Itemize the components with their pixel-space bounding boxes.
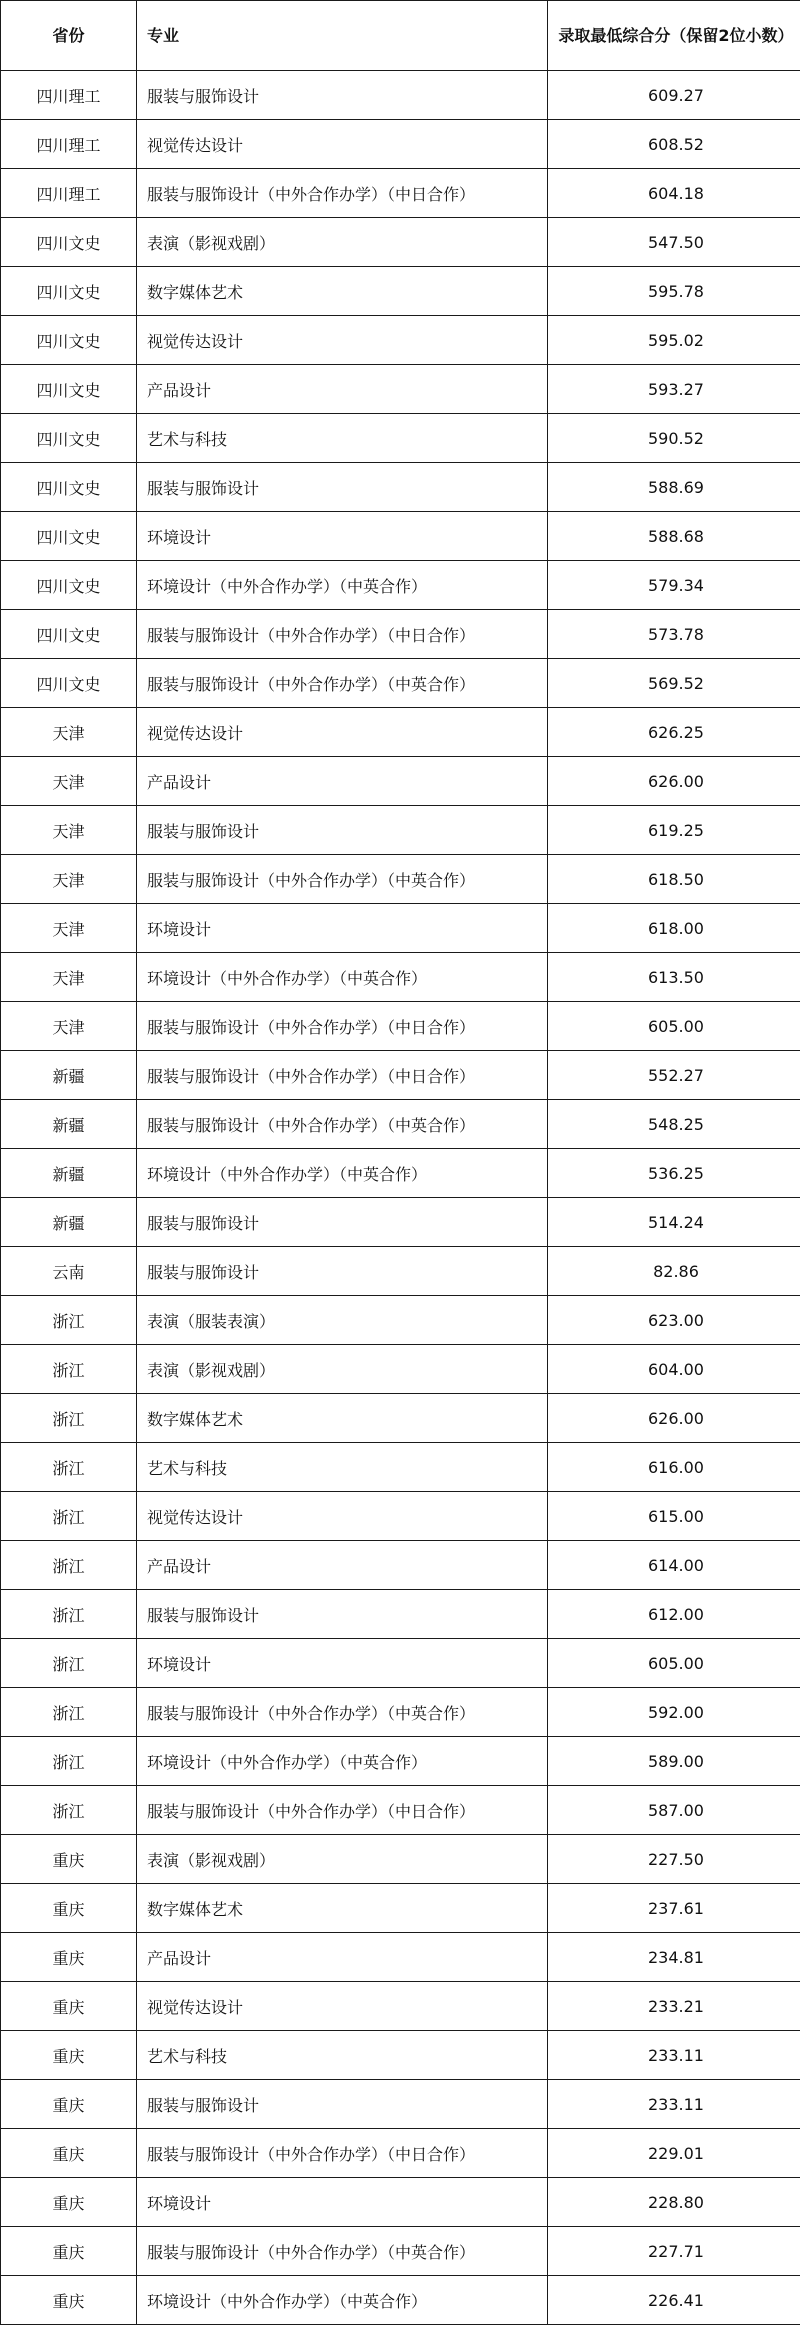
cell-province: 浙江 xyxy=(1,1737,137,1786)
cell-province: 重庆 xyxy=(1,1933,137,1982)
cell-min-score: 82.86 xyxy=(548,1247,800,1296)
table-row xyxy=(1,953,800,1002)
cell-major: 视觉传达设计 xyxy=(137,1982,548,2031)
cell-province: 重庆 xyxy=(1,1835,137,1884)
table-row xyxy=(1,120,800,169)
cell-min-score: 626.25 xyxy=(548,708,800,757)
cell-major: 产品设计 xyxy=(137,365,548,414)
table-row xyxy=(1,1590,800,1639)
cell-min-score: 229.01 xyxy=(548,2129,800,2178)
cell-min-score: 604.18 xyxy=(548,169,800,218)
cell-min-score: 514.24 xyxy=(548,1198,800,1247)
cell-min-score: 608.52 xyxy=(548,120,800,169)
cell-province: 浙江 xyxy=(1,1394,137,1443)
table-row xyxy=(1,414,800,463)
cell-major: 服装与服饰设计（中外合作办学）（中日合作） xyxy=(137,1786,548,1835)
table-row xyxy=(1,1639,800,1688)
cell-province: 浙江 xyxy=(1,1541,137,1590)
cell-province: 新疆 xyxy=(1,1149,137,1198)
cell-province: 天津 xyxy=(1,708,137,757)
table-row xyxy=(1,1933,800,1982)
cell-major: 服装与服饰设计（中外合作办学）（中英合作） xyxy=(137,2227,548,2276)
cell-min-score: 614.00 xyxy=(548,1541,800,1590)
cell-major: 数字媒体艺术 xyxy=(137,1394,548,1443)
cell-min-score: 605.00 xyxy=(548,1639,800,1688)
cell-province: 四川文史 xyxy=(1,316,137,365)
cell-min-score: 589.00 xyxy=(548,1737,800,1786)
cell-major: 数字媒体艺术 xyxy=(137,1884,548,1933)
cell-min-score: 595.02 xyxy=(548,316,800,365)
cell-province: 四川文史 xyxy=(1,365,137,414)
table-row xyxy=(1,1737,800,1786)
cell-province: 浙江 xyxy=(1,1688,137,1737)
table-row xyxy=(1,2129,800,2178)
table-row xyxy=(1,1149,800,1198)
cell-major: 艺术与科技 xyxy=(137,1443,548,1492)
cell-min-score: 626.00 xyxy=(548,757,800,806)
cell-province: 新疆 xyxy=(1,1198,137,1247)
table-row xyxy=(1,1345,800,1394)
cell-province: 重庆 xyxy=(1,2178,137,2227)
table-row xyxy=(1,267,800,316)
cell-major: 环境设计（中外合作办学）（中英合作） xyxy=(137,953,548,1002)
cell-min-score: 626.00 xyxy=(548,1394,800,1443)
cell-min-score: 233.11 xyxy=(548,2080,800,2129)
cell-min-score: 579.34 xyxy=(548,561,800,610)
cell-min-score: 605.00 xyxy=(548,1002,800,1051)
cell-province: 天津 xyxy=(1,757,137,806)
table-row xyxy=(1,1982,800,2031)
cell-min-score: 227.71 xyxy=(548,2227,800,2276)
cell-major: 视觉传达设计 xyxy=(137,120,548,169)
table-row xyxy=(1,1786,800,1835)
cell-major: 艺术与科技 xyxy=(137,2031,548,2080)
table-row xyxy=(1,659,800,708)
cell-province: 浙江 xyxy=(1,1639,137,1688)
cell-province: 重庆 xyxy=(1,2080,137,2129)
cell-min-score: 552.27 xyxy=(548,1051,800,1100)
cell-major: 服装与服饰设计 xyxy=(137,1198,548,1247)
cell-province: 四川文史 xyxy=(1,218,137,267)
cell-province: 天津 xyxy=(1,855,137,904)
table-row xyxy=(1,2031,800,2080)
cell-major: 环境设计（中外合作办学）（中英合作） xyxy=(137,2276,548,2325)
cell-min-score: 547.50 xyxy=(548,218,800,267)
table-row xyxy=(1,610,800,659)
cell-province: 四川文史 xyxy=(1,512,137,561)
cell-major: 艺术与科技 xyxy=(137,414,548,463)
table-row xyxy=(1,1247,800,1296)
cell-province: 浙江 xyxy=(1,1296,137,1345)
cell-province: 四川文史 xyxy=(1,659,137,708)
cell-min-score: 592.00 xyxy=(548,1688,800,1737)
table-row xyxy=(1,1296,800,1345)
cell-province: 四川文史 xyxy=(1,561,137,610)
table-row xyxy=(1,708,800,757)
cell-province: 天津 xyxy=(1,904,137,953)
cell-min-score: 227.50 xyxy=(548,1835,800,1884)
cell-major: 服装与服饰设计 xyxy=(137,463,548,512)
table-row xyxy=(1,463,800,512)
cell-min-score: 604.00 xyxy=(548,1345,800,1394)
cell-min-score: 619.25 xyxy=(548,806,800,855)
cell-province: 重庆 xyxy=(1,1982,137,2031)
cell-major: 服装与服饰设计（中外合作办学）（中英合作） xyxy=(137,1100,548,1149)
header-province: 省份 xyxy=(1,1,137,71)
cell-major: 产品设计 xyxy=(137,1933,548,1982)
cell-province: 四川文史 xyxy=(1,610,137,659)
table-row xyxy=(1,169,800,218)
cell-min-score: 623.00 xyxy=(548,1296,800,1345)
cell-major: 产品设计 xyxy=(137,757,548,806)
table-header-row xyxy=(1,1,800,71)
cell-min-score: 609.27 xyxy=(548,71,800,120)
cell-min-score: 595.78 xyxy=(548,267,800,316)
cell-min-score: 590.52 xyxy=(548,414,800,463)
cell-major: 服装与服饰设计（中外合作办学）（中英合作） xyxy=(137,659,548,708)
table-row xyxy=(1,2080,800,2129)
cell-major: 服装与服饰设计 xyxy=(137,806,548,855)
cell-min-score: 226.41 xyxy=(548,2276,800,2325)
cell-major: 表演（影视戏剧） xyxy=(137,1835,548,1884)
cell-min-score: 548.25 xyxy=(548,1100,800,1149)
cell-province: 四川理工 xyxy=(1,120,137,169)
table-row xyxy=(1,2276,800,2325)
table-row xyxy=(1,757,800,806)
table-row xyxy=(1,365,800,414)
table-row xyxy=(1,71,800,120)
cell-min-score: 593.27 xyxy=(548,365,800,414)
cell-min-score: 573.78 xyxy=(548,610,800,659)
table-row xyxy=(1,512,800,561)
cell-min-score: 618.50 xyxy=(548,855,800,904)
cell-province: 浙江 xyxy=(1,1443,137,1492)
cell-min-score: 228.80 xyxy=(548,2178,800,2227)
table-row xyxy=(1,1688,800,1737)
cell-min-score: 237.61 xyxy=(548,1884,800,1933)
cell-province: 天津 xyxy=(1,1002,137,1051)
table-row xyxy=(1,1884,800,1933)
cell-major: 视觉传达设计 xyxy=(137,708,548,757)
table-row xyxy=(1,1443,800,1492)
cell-major: 环境设计 xyxy=(137,904,548,953)
cell-major: 服装与服饰设计（中外合作办学）（中日合作） xyxy=(137,610,548,659)
table-row xyxy=(1,2178,800,2227)
cell-province: 四川文史 xyxy=(1,414,137,463)
table-row xyxy=(1,1198,800,1247)
cell-province: 四川文史 xyxy=(1,463,137,512)
cell-major: 服装与服饰设计（中外合作办学）（中英合作） xyxy=(137,1688,548,1737)
cell-min-score: 613.50 xyxy=(548,953,800,1002)
table-row xyxy=(1,316,800,365)
cell-major: 服装与服饰设计（中外合作办学）（中日合作） xyxy=(137,1002,548,1051)
cell-min-score: 569.52 xyxy=(548,659,800,708)
table-row xyxy=(1,806,800,855)
cell-major: 服装与服饰设计 xyxy=(137,71,548,120)
cell-major: 环境设计（中外合作办学）（中英合作） xyxy=(137,1737,548,1786)
cell-major: 视觉传达设计 xyxy=(137,1492,548,1541)
table-row xyxy=(1,1002,800,1051)
cell-min-score: 234.81 xyxy=(548,1933,800,1982)
table-row xyxy=(1,1541,800,1590)
cell-province: 天津 xyxy=(1,953,137,1002)
cell-province: 天津 xyxy=(1,806,137,855)
table-row xyxy=(1,855,800,904)
cell-major: 环境设计（中外合作办学）（中英合作） xyxy=(137,1149,548,1198)
cell-province: 浙江 xyxy=(1,1345,137,1394)
table-row xyxy=(1,904,800,953)
cell-major: 表演（影视戏剧） xyxy=(137,1345,548,1394)
cell-major: 服装与服饰设计 xyxy=(137,2080,548,2129)
cell-province: 重庆 xyxy=(1,2031,137,2080)
cell-min-score: 588.69 xyxy=(548,463,800,512)
cell-province: 新疆 xyxy=(1,1100,137,1149)
cell-province: 新疆 xyxy=(1,1051,137,1100)
table-row xyxy=(1,1492,800,1541)
cell-province: 四川理工 xyxy=(1,71,137,120)
cell-min-score: 588.68 xyxy=(548,512,800,561)
cell-min-score: 612.00 xyxy=(548,1590,800,1639)
table-row xyxy=(1,1051,800,1100)
table-body xyxy=(1,71,800,2325)
cell-major: 服装与服饰设计 xyxy=(137,1247,548,1296)
cell-province: 四川理工 xyxy=(1,169,137,218)
table-row xyxy=(1,2227,800,2276)
table-row xyxy=(1,561,800,610)
table-row xyxy=(1,218,800,267)
cell-major: 环境设计 xyxy=(137,1639,548,1688)
cell-major: 服装与服饰设计（中外合作办学）（中英合作） xyxy=(137,855,548,904)
cell-major: 视觉传达设计 xyxy=(137,316,548,365)
cell-major: 环境设计 xyxy=(137,512,548,561)
table-row xyxy=(1,1100,800,1149)
cell-min-score: 615.00 xyxy=(548,1492,800,1541)
cell-province: 四川文史 xyxy=(1,267,137,316)
cell-major: 服装与服饰设计（中外合作办学）（中日合作） xyxy=(137,169,548,218)
cell-province: 重庆 xyxy=(1,2227,137,2276)
cell-min-score: 587.00 xyxy=(548,1786,800,1835)
cell-min-score: 618.00 xyxy=(548,904,800,953)
header-major: 专业 xyxy=(137,1,548,71)
cell-province: 重庆 xyxy=(1,2276,137,2325)
table-row xyxy=(1,1394,800,1443)
cell-min-score: 233.11 xyxy=(548,2031,800,2080)
cell-major: 服装与服饰设计（中外合作办学）（中日合作） xyxy=(137,2129,548,2178)
cell-min-score: 233.21 xyxy=(548,1982,800,2031)
cell-province: 重庆 xyxy=(1,1884,137,1933)
table-row xyxy=(1,1835,800,1884)
cell-major: 表演（影视戏剧） xyxy=(137,218,548,267)
cell-province: 浙江 xyxy=(1,1492,137,1541)
cell-province: 重庆 xyxy=(1,2129,137,2178)
cell-min-score: 536.25 xyxy=(548,1149,800,1198)
cell-major: 表演（服装表演） xyxy=(137,1296,548,1345)
cell-major: 产品设计 xyxy=(137,1541,548,1590)
cell-major: 服装与服饰设计（中外合作办学）（中日合作） xyxy=(137,1051,548,1100)
cell-province: 浙江 xyxy=(1,1590,137,1639)
cell-min-score: 616.00 xyxy=(548,1443,800,1492)
cell-province: 浙江 xyxy=(1,1786,137,1835)
cell-major: 环境设计 xyxy=(137,2178,548,2227)
cell-province: 云南 xyxy=(1,1247,137,1296)
header-min-score: 录取最低综合分（保留2位小数） xyxy=(548,1,800,71)
cell-major: 服装与服饰设计 xyxy=(137,1590,548,1639)
cell-major: 环境设计（中外合作办学）（中英合作） xyxy=(137,561,548,610)
cell-major: 数字媒体艺术 xyxy=(137,267,548,316)
